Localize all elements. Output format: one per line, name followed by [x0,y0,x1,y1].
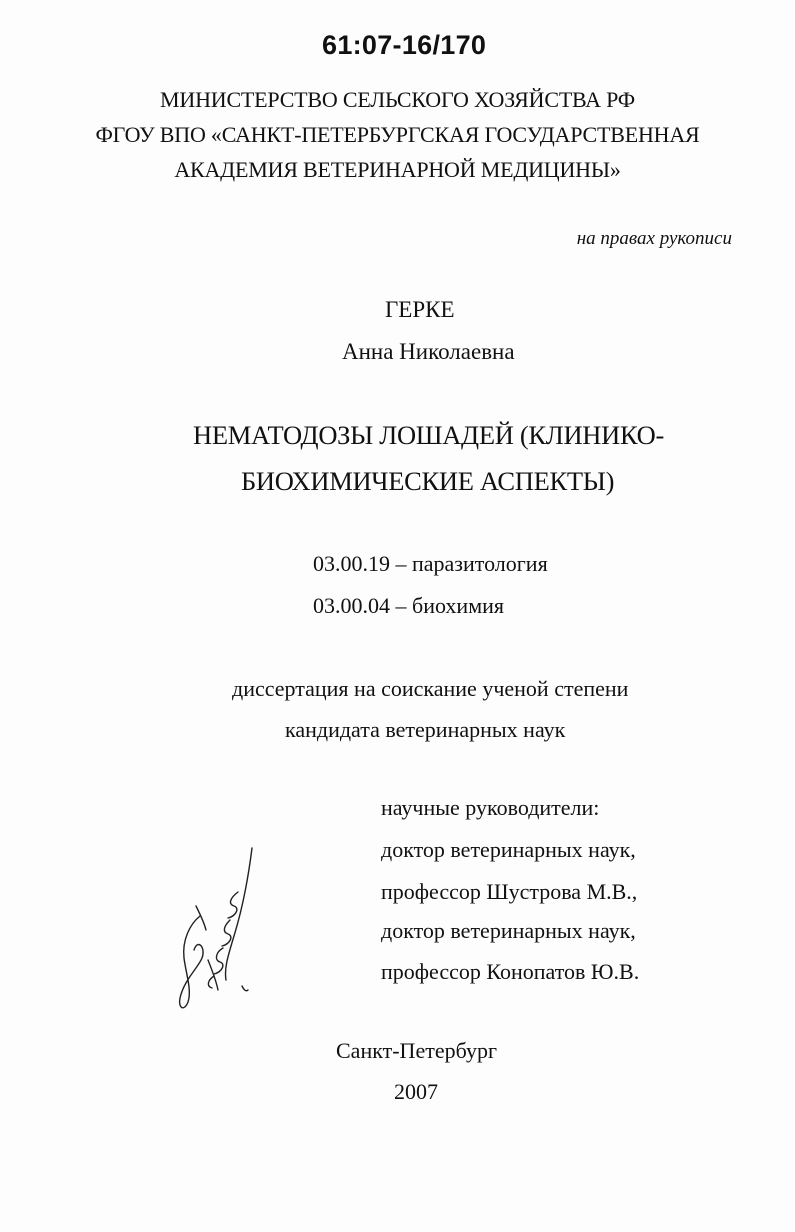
specialty-code-1: 03.00.19 – паразитология [313,551,548,576]
institution-line-3: АКАДЕМИЯ ВЕТЕРИНАРНОЙ МЕДИЦИНЫ» [174,157,621,182]
supervisor-line: профессор Конопатов Ю.В. [381,959,640,984]
supervisor-line: доктор ветеринарных наук, [381,837,636,862]
dissertation-title-line-1: НЕМАТОДОЗЫ ЛОШАДЕЙ (КЛИНИКО- [193,420,665,450]
degree-line-2: кандидата ветеринарных наук [285,717,566,742]
supervisor-line: доктор ветеринарных наук, [381,918,636,943]
archive-code: 61:07-16/170 [322,30,487,60]
specialty-code-2: 03.00.04 – биохимия [313,593,505,618]
handwritten-signature-icon [168,840,268,1020]
author-given-names: Анна Николаевна [342,339,515,364]
author-surname: ГЕРКЕ [385,297,455,322]
dissertation-title-line-2: БИОХИМИЧЕСКИЕ АСПЕКТЫ) [241,466,615,496]
institution-line-1: МИНИСТЕРСТВО СЕЛЬСКОГО ХОЗЯЙСТВА РФ [160,87,635,112]
supervisors-heading: научные руководители: [381,795,600,820]
degree-line-1: диссертация на соискание ученой степени [232,676,629,701]
year: 2007 [394,1079,438,1104]
supervisor-line: профессор Шустрова М.В., [381,879,638,904]
manuscript-note: на правах рукописи [576,228,732,249]
institution-line-2: ФГОУ ВПО «САНКТ-ПЕТЕРБУРГСКАЯ ГОСУДАРСТВЕННАЯ [95,122,700,147]
city: Санкт-Петербург [336,1038,497,1063]
